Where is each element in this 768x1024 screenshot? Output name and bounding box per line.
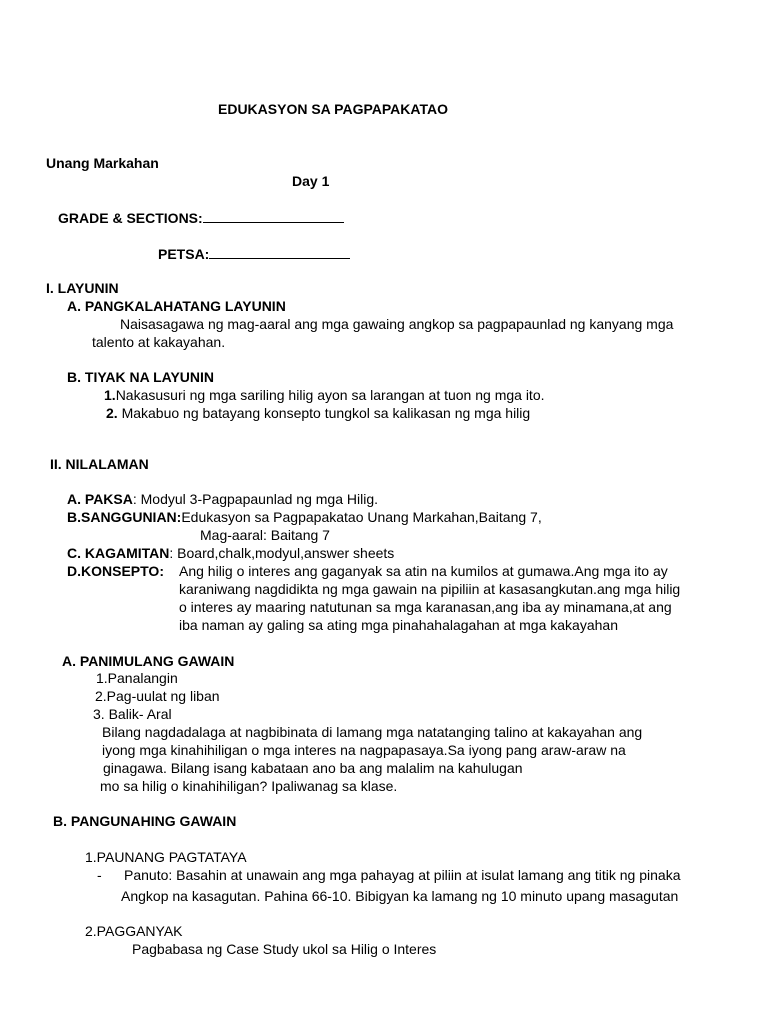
date-blank xyxy=(209,244,350,259)
konsepto-text-line: o interes ay maaring natutunan sa mga karanasan,ang iba ay minamana,at ang xyxy=(179,599,672,615)
section-layunin-heading: I. LAYUNIN xyxy=(46,280,119,296)
general-objective-text-line-1: Naisasagawa ng mag-aaral ang mga gawaing angkop sa pagpapaunlad ng kanyang mga xyxy=(120,316,674,332)
general-objective-text-line-2: talento at kakayahan. xyxy=(92,334,226,350)
quarter-label: Unang Markahan xyxy=(46,155,159,171)
paunang-pagtataya-heading: 1.PAUNANG PAGTATAYA xyxy=(85,849,247,865)
grade-sections-label: GRADE & SECTIONS: xyxy=(58,210,203,226)
panuto-line-1: Panuto: Basahin at unawain ang mga pahayag at piliin at isulat lamang ang titik ng pinaka xyxy=(124,867,681,883)
specific-objective-number: 2. xyxy=(106,405,118,421)
sanggunian-line xyxy=(67,508,542,526)
balik-aral-paragraph-line: iyong mga kinahihiligan o mga interes na nagpapasaya.Sa iyong pang araw-araw na xyxy=(102,742,626,758)
pangunahing-gawain-heading: B. PANGUNAHING GAWAIN xyxy=(53,813,237,829)
panuto-line-2: Angkop na kasagutan. Pahina 66-10. Bibigyan ka lamang ng 10 minuto upang masagutan xyxy=(121,888,679,904)
section-nilalaman-heading: II. NILALAMAN xyxy=(50,456,149,472)
paksa-line xyxy=(67,490,378,508)
specific-objective-text: Nakasusuri ng mga sariling hilig ayon sa larangan at tuon ng mga ito. xyxy=(115,387,545,403)
konsepto-text-line: Ang hilig o interes ang gaganyak sa atin na kumilos at gumawa.Ang mga ito ay xyxy=(179,563,668,579)
paksa-label: A. PAKSA xyxy=(67,491,133,507)
konsepto-text-line: iba naman ay galing sa ating mga pinahahalagahan at mga kakayahan xyxy=(179,617,618,633)
panimulang-item: 2.Pag-uulat ng liban xyxy=(95,688,220,704)
paksa-text: : Modyul 3-Pagpapaunlad ng mga Hilig. xyxy=(132,491,379,507)
grade-sections-field xyxy=(58,208,344,227)
panimulang-item: 1.Panalangin xyxy=(96,670,178,686)
date-field xyxy=(158,244,350,263)
kagamitan-label: C. KAGAMITAN xyxy=(67,545,170,561)
panimulang-item: 3. Balik- Aral xyxy=(93,706,172,722)
day-label: Day 1 xyxy=(292,173,330,189)
sanggunian-text-line-2: Mag-aaral: Baitang 7 xyxy=(200,527,330,543)
sanggunian-text: Edukasyon sa Pagpapakatao Unang Markahan,Baitang 7, xyxy=(181,509,542,525)
balik-aral-paragraph-line: mo sa hilig o kinahihiligan? Ipaliwanag sa klase. xyxy=(100,778,398,794)
general-objective-heading: A. PANGKALAHATANG LAYUNIN xyxy=(67,298,286,314)
pagganyak-text: Pagbabasa ng Case Study ukol sa Hilig o Interes xyxy=(132,941,437,957)
bullet-dash: - xyxy=(97,867,102,883)
grade-sections-blank xyxy=(203,208,344,223)
balik-aral-paragraph-line: Bilang nagdadalaga at nagbibinata di lamang mga natatanging talino at kakayahan ang xyxy=(102,724,643,740)
konsepto-label: D.KONSEPTO: xyxy=(67,563,164,579)
pagganyak-heading: 2.PAGGANYAK xyxy=(85,923,183,939)
specific-objective-item xyxy=(104,386,545,404)
specific-objective-heading: B. TIYAK NA LAYUNIN xyxy=(67,369,215,385)
kagamitan-text: : Board,chalk,modyul,answer sheets xyxy=(169,545,395,561)
sanggunian-label: B.SANGGUNIAN: xyxy=(67,509,182,525)
specific-objective-item xyxy=(106,404,530,422)
specific-objective-number: 1. xyxy=(104,387,116,403)
balik-aral-paragraph-line: ginagawa. Bilang isang kabataan ano ba ang malalim na kahulugan xyxy=(103,760,523,776)
date-label: PETSA: xyxy=(158,246,210,262)
kagamitan-line xyxy=(67,544,394,562)
konsepto-text-line: karaniwang nagdidikta ng mga gawain na pipiliin at kasasangkutan.ang mga hilig xyxy=(179,581,681,597)
specific-objective-text: Makabuo ng batayang konsepto tungkol sa kalikasan ng mga hilig xyxy=(117,405,531,421)
panimulang-gawain-heading: A. PANIMULANG GAWAIN xyxy=(62,653,235,669)
document-title: EDUKASYON SA PAGPAPAKATAO xyxy=(218,101,448,117)
